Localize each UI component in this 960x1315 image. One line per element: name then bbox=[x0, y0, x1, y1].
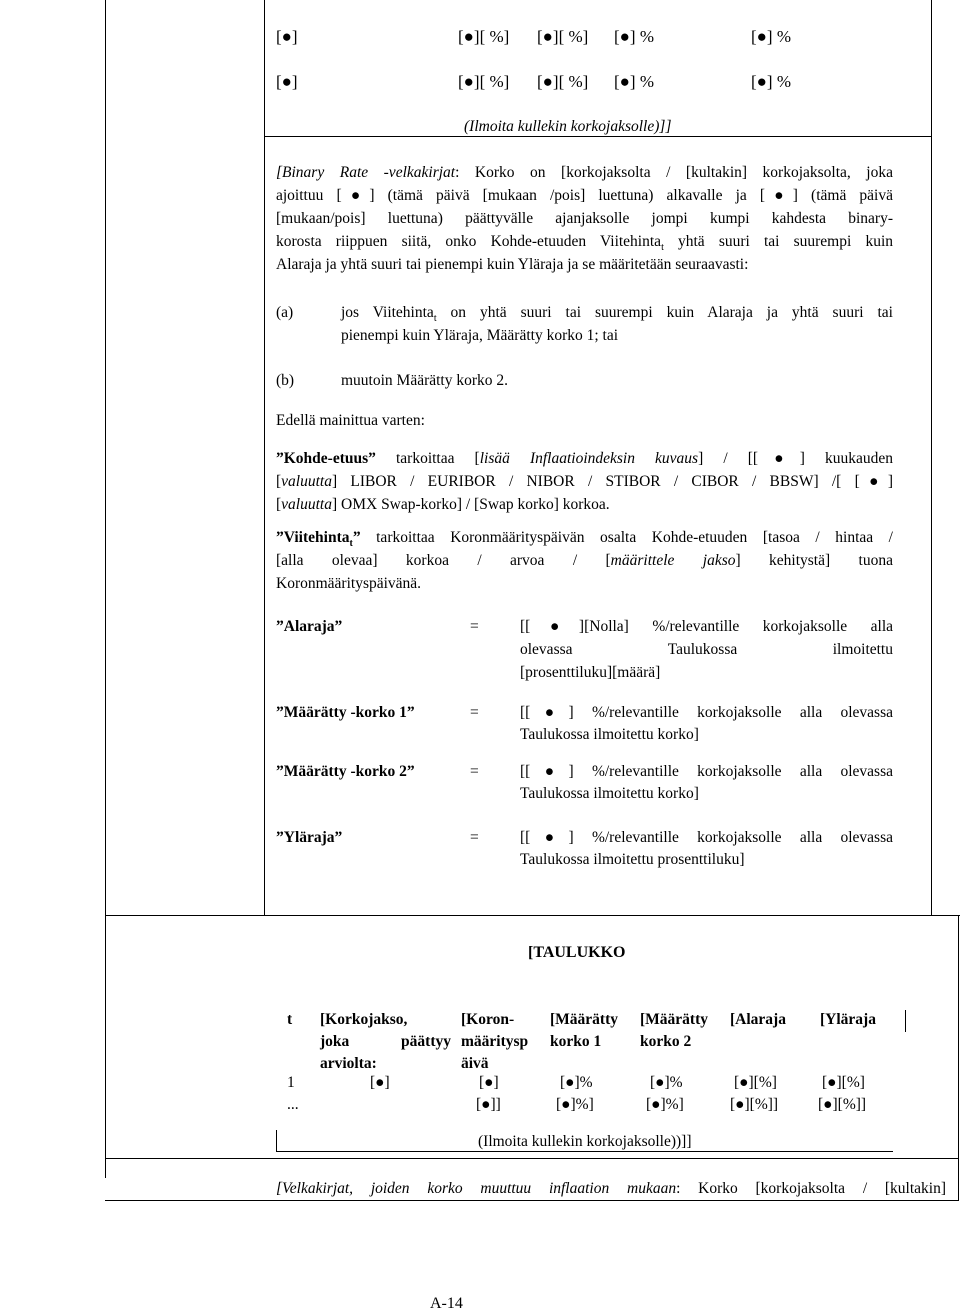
table-header-cell bbox=[550, 1009, 618, 1053]
viite-line-1 bbox=[276, 527, 893, 550]
def-equals: = bbox=[470, 829, 479, 846]
header-line: t bbox=[287, 1011, 293, 1028]
kohde-line-1 bbox=[276, 448, 893, 471]
table-header-cell bbox=[730, 1009, 786, 1031]
top-cell: [●][ %] bbox=[458, 27, 510, 46]
top-cell: [●] % bbox=[614, 72, 655, 91]
table-cell: [●]% bbox=[560, 1074, 593, 1091]
table-cell: [●]%] bbox=[556, 1096, 594, 1113]
top-cell: [●][ %] bbox=[537, 27, 589, 46]
kohde-text-b: ] LIBOR / EURIBOR / NIBOR / STIBOR / CIBOR / BBSW] /[ [●] bbox=[331, 473, 893, 490]
kohde-text-b: ] / [[●] kuukauden bbox=[698, 450, 893, 467]
for-above-text: Edellä mainittua varten: bbox=[276, 412, 425, 429]
table-cell: [●][%] bbox=[734, 1074, 777, 1091]
item-a-line-1 bbox=[341, 302, 893, 325]
notify-note: (Ilmoita kullekin korkojaksolle)]] bbox=[464, 118, 672, 135]
table-cell: 1 bbox=[287, 1074, 295, 1091]
table-cell: [●]] bbox=[476, 1096, 501, 1113]
table-header-cell bbox=[820, 1009, 876, 1031]
inflation-text: : Korko [korkojaksolta / [kultakin] bbox=[676, 1180, 947, 1197]
table-row bbox=[0, 1094, 960, 1116]
subscript-t: t bbox=[433, 313, 437, 325]
item-a-line-2: pienempi kuin Yläraja, Määrätty korko 1; tai bbox=[341, 327, 619, 344]
def-body bbox=[520, 761, 893, 805]
table-row bbox=[0, 1072, 960, 1094]
item-a-text-b: on yhtä suuri tai suurempi kuin Alaraja ja yhtä suuri tai bbox=[436, 304, 893, 321]
binary-line-4 bbox=[276, 231, 893, 254]
subscript-t: t bbox=[661, 242, 664, 254]
kohde-italic: valuutta bbox=[281, 473, 332, 490]
top-cell: [●] % bbox=[751, 72, 792, 91]
item-a-label: (a) bbox=[276, 304, 294, 321]
def-equals: = bbox=[470, 704, 479, 721]
def-line: [[●] %/relevantille korkojaksolle alla olevassa bbox=[520, 763, 893, 780]
top-cell: [●] bbox=[276, 72, 298, 91]
def-line: Taulukossa ilmoitettu korko] bbox=[520, 785, 699, 802]
binary-line-5: Alaraja ja yhtä suuri tai pienempi kuin Yläraja ja se määritetään seuraavasti: bbox=[276, 256, 749, 273]
header-line: arviolta: bbox=[320, 1055, 377, 1072]
def-term: ”Yläraja” bbox=[276, 829, 343, 846]
top-cell: [●] % bbox=[614, 27, 655, 46]
item-b-label: (b) bbox=[276, 372, 295, 389]
binary-line-2: ajoittuu [●] (tämä päivä [mukaan /pois] luettuna) alkavalle ja [●] (tämä päivä bbox=[276, 187, 893, 204]
def-line: [prosenttiluku][määrä] bbox=[520, 664, 661, 681]
viite-italic: määrittele jakso bbox=[610, 552, 736, 569]
item-b-text: muutoin Määrätty korko 2. bbox=[341, 372, 509, 389]
table-cell: [●][%]] bbox=[818, 1096, 867, 1113]
frame-right-border-2 bbox=[931, 0, 932, 915]
header-line: [Koron- bbox=[461, 1011, 515, 1028]
kohde-text: tarkoittaa [ bbox=[375, 450, 480, 467]
header-line: määritysp bbox=[461, 1033, 529, 1050]
binary-line-4-text-b: yhtä suuri tai suurempi kuin bbox=[663, 233, 893, 250]
header-line: korko 1 bbox=[550, 1033, 602, 1050]
divider-inflation bbox=[105, 1158, 959, 1159]
table-cell: [●][%] bbox=[822, 1074, 865, 1091]
def-term: ”Määrätty -korko 1” bbox=[276, 704, 415, 721]
top-row-2 bbox=[0, 71, 960, 93]
table-cell: ... bbox=[287, 1096, 299, 1113]
viite-line-3: Koronmäärityspäivänä. bbox=[276, 575, 422, 592]
inflation-line bbox=[276, 1178, 946, 1200]
kohde-text: [ bbox=[276, 473, 282, 490]
kohde-term: ”Kohde-etuus” bbox=[276, 450, 376, 467]
def-equals: = bbox=[470, 763, 479, 780]
table-cell: [●] bbox=[370, 1074, 390, 1091]
def-term: ”Määrätty -korko 2” bbox=[276, 763, 415, 780]
viite-text: tarkoittaa Koronmäärityspäivän osalta Kohde-etuuden [tasoa / hintaa / bbox=[360, 529, 893, 546]
def-line: [[●] %/relevantille korkojaksolle alla olevassa bbox=[520, 829, 893, 846]
divider-mid bbox=[105, 915, 960, 916]
header-line: äivä bbox=[461, 1055, 489, 1072]
header-line: [Määrätty bbox=[550, 1011, 618, 1028]
viite-term-text: ”Viitehinta bbox=[276, 529, 350, 546]
header-line: [Korkojakso, bbox=[320, 1011, 408, 1028]
page-number: A-14 bbox=[430, 1295, 463, 1312]
table-title: [TAULUKKO bbox=[528, 944, 626, 961]
def-body bbox=[520, 702, 893, 746]
table-header-cell bbox=[461, 1009, 528, 1075]
binary-line-4-text: korosta riippuen siitä, onko Kohde-etuuden Viitehinta bbox=[276, 233, 662, 250]
header-line: korko 2 bbox=[640, 1033, 692, 1050]
header-line: [Alaraja bbox=[730, 1011, 786, 1028]
kohde-text: [ bbox=[276, 496, 282, 513]
top-row-1 bbox=[0, 26, 960, 48]
item-a-text bbox=[341, 302, 893, 347]
binary-line-1-text: : Korko on [korkojaksolta / [kultakin] korkojaksolta, joka bbox=[455, 164, 893, 181]
table-cell: [●] bbox=[479, 1074, 499, 1091]
top-cell: [●][ %] bbox=[537, 72, 589, 91]
table-header-cell bbox=[320, 1009, 451, 1075]
kohde-line-3 bbox=[276, 494, 893, 517]
viite-definition bbox=[276, 527, 893, 596]
def-line: [[●][Nolla] %/relevantille korkojaksolle alla bbox=[520, 618, 893, 635]
viite-line-2 bbox=[276, 550, 893, 573]
table-cell: [●][%]] bbox=[730, 1096, 779, 1113]
item-a-text-a: jos Viitehinta bbox=[341, 304, 434, 321]
binary-paragraph bbox=[276, 162, 893, 277]
def-line: olevassa Taulukossa ilmoitettu bbox=[520, 641, 893, 658]
header-line: [Yläraja bbox=[820, 1011, 876, 1028]
inflation-italic: [Velkakirjat, joiden korko muuttuu inflaation mukaan bbox=[276, 1180, 677, 1197]
viite-text: [alla olevaa] korkoa / arvoa / [ bbox=[276, 552, 611, 569]
table-cell: [●]%] bbox=[646, 1096, 684, 1113]
kohde-line-2 bbox=[276, 471, 893, 494]
header-line: [Määrätty bbox=[640, 1011, 708, 1028]
divider-bottom bbox=[105, 1200, 959, 1201]
table-note: (Ilmoita kullekin korkojaksolle))]] bbox=[478, 1133, 692, 1150]
kohde-definition bbox=[276, 448, 893, 517]
binary-line-1 bbox=[276, 162, 893, 185]
frame-right-border bbox=[264, 0, 265, 915]
binary-heading: [Binary Rate -velkakirjat bbox=[276, 164, 456, 181]
def-term: ”Alaraja” bbox=[276, 618, 343, 635]
kohde-italic: lisää Inflaatioindeksin kuvaus bbox=[479, 450, 699, 467]
def-line: Taulukossa ilmoitettu korko] bbox=[520, 726, 699, 743]
def-body bbox=[520, 827, 893, 871]
table-bottom-rule-left bbox=[276, 1130, 277, 1152]
binary-line-3: [mukaan/pois] luettuna) päättyvälle ajanjaksolle jompi kumpi kahdesta binary- bbox=[276, 210, 893, 227]
top-cell: [●][ %] bbox=[458, 72, 510, 91]
top-cell: [●] % bbox=[751, 27, 792, 46]
viite-text-b: ] kehitystä] tuona bbox=[735, 552, 893, 569]
kohde-italic: valuutta bbox=[281, 496, 332, 513]
header-line: joka päättyy bbox=[320, 1033, 451, 1050]
table-header-cell bbox=[640, 1009, 708, 1053]
def-body bbox=[520, 616, 893, 685]
kohde-text-b: ] OMX Swap-korko] / [Swap korko] korkoa. bbox=[331, 496, 610, 513]
def-line: Taulukossa ilmoitettu prosenttiluku] bbox=[520, 851, 745, 868]
table-header-rule bbox=[905, 1010, 906, 1032]
subscript-t: t bbox=[349, 538, 353, 550]
def-line: [[●] %/relevantille korkojaksolle alla olevassa bbox=[520, 704, 893, 721]
frame-left-border bbox=[105, 0, 106, 1178]
table-cell: [●]% bbox=[650, 1074, 683, 1091]
def-equals: = bbox=[470, 618, 479, 635]
viite-term-end: ” bbox=[352, 529, 361, 546]
table-header-cell bbox=[287, 1009, 292, 1031]
viite-term bbox=[276, 529, 361, 550]
top-cell: [●] bbox=[276, 27, 298, 46]
